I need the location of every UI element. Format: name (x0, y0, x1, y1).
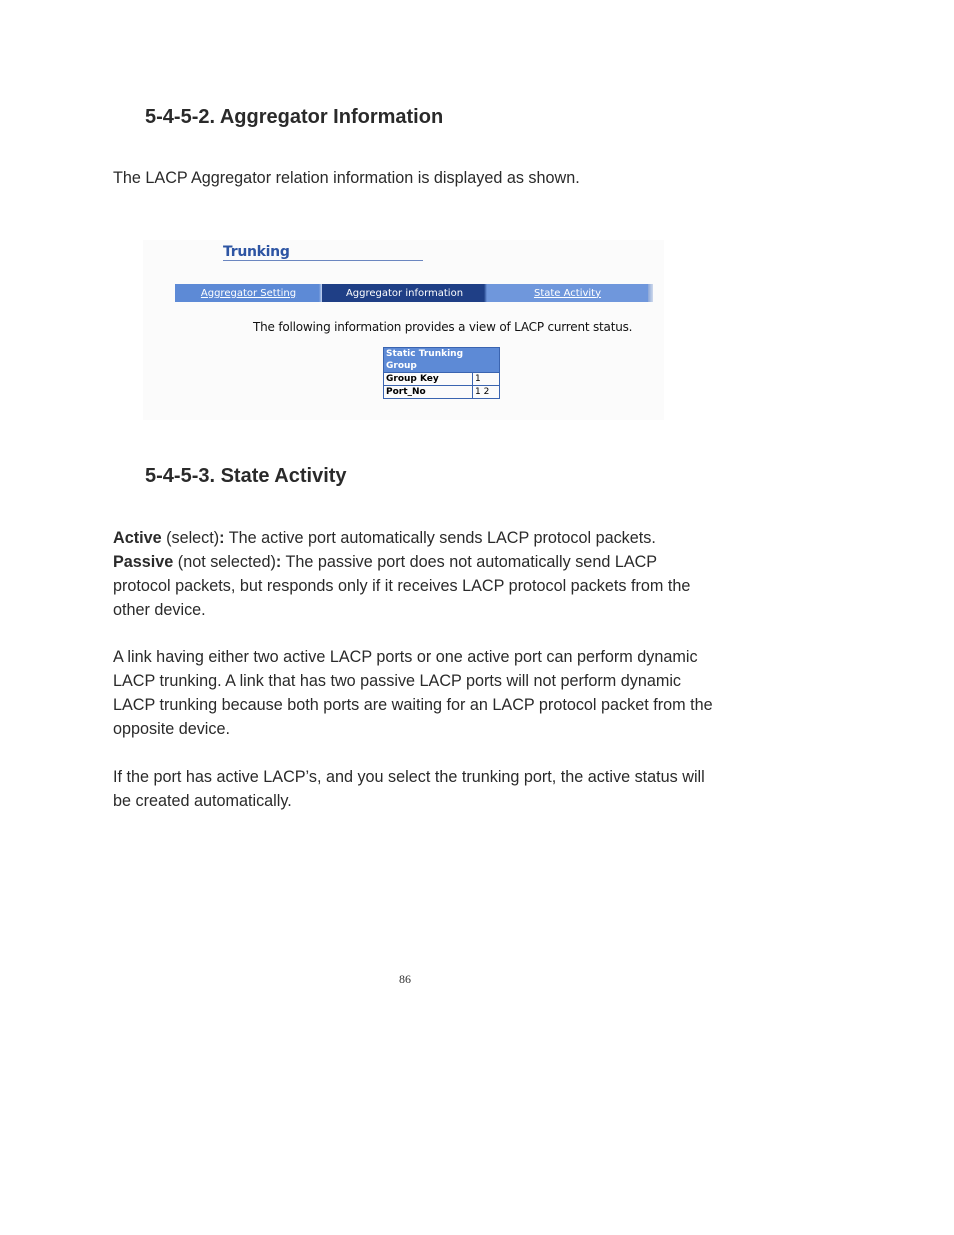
table-cell-key: Port_No (384, 386, 473, 399)
section-heading-aggregator-information: 5-4-5-2. Aggregator Information (145, 106, 444, 128)
trunking-title: Trunking (223, 244, 290, 260)
tab-aggregator-setting[interactable] (175, 284, 322, 302)
table-header-row (384, 348, 500, 373)
table-header: Static Trunking Group (384, 348, 500, 373)
title-underline (223, 260, 423, 261)
table-cell-value: 1 2 (473, 386, 500, 399)
tab-label: Aggregator Setting (200, 287, 297, 299)
trunking-screenshot (143, 240, 664, 420)
lacp-status-info: The following information provides a view of LACP current status. (253, 320, 633, 334)
section-heading-state-activity: 5-4-5-3. State Activity (145, 465, 347, 487)
tab-bar (175, 284, 653, 302)
active-passive-paragraph: Active (select): The active port automatically sends LACP protocol packets. Passive (not selected): The passive port does not automatically send LACP protocol packets, but responds only if it receives LACP protocol packets from the other device. (113, 529, 691, 619)
intro-paragraph: The LACP Aggregator relation information is displayed as shown. (113, 169, 580, 187)
table-cell-value: 1 (473, 373, 500, 386)
tab-state-activity[interactable] (487, 284, 648, 302)
table-row (384, 386, 500, 399)
passive-term: Passive (113, 553, 174, 571)
tab-bar-end (648, 284, 653, 302)
passive-qualifier: (not selected) (173, 553, 276, 571)
table-cell-key: Group Key (384, 373, 473, 386)
table-row (384, 373, 500, 386)
page-number: 86 (399, 972, 411, 986)
active-term: Active (113, 529, 162, 547)
static-trunking-group-table (383, 347, 500, 399)
lacp-trunking-paragraph: A link having either two active LACP ports or one active port can perform dynamic LACP trunking. A link that has two passive LACP ports will not perform dynamic LACP trunking because both ports are waiting for an LACP protocol packet from the opposite device. (113, 648, 713, 738)
tab-label: Aggregator information (345, 287, 464, 299)
tab-aggregator-information[interactable] (322, 284, 487, 302)
tab-label: State Activity (533, 287, 602, 299)
active-qualifier: (select) (161, 529, 220, 547)
passive-description: The passive port does not automatically send LACP protocol packets, but responds only if it receives LACP protocol packets from the other device. (113, 553, 691, 619)
active-description: The active port automatically sends LACP protocol packets. (224, 529, 656, 547)
active-status-paragraph: If the port has active LACP’s, and you select the trunking port, the active status will be created automatically. (113, 768, 705, 810)
